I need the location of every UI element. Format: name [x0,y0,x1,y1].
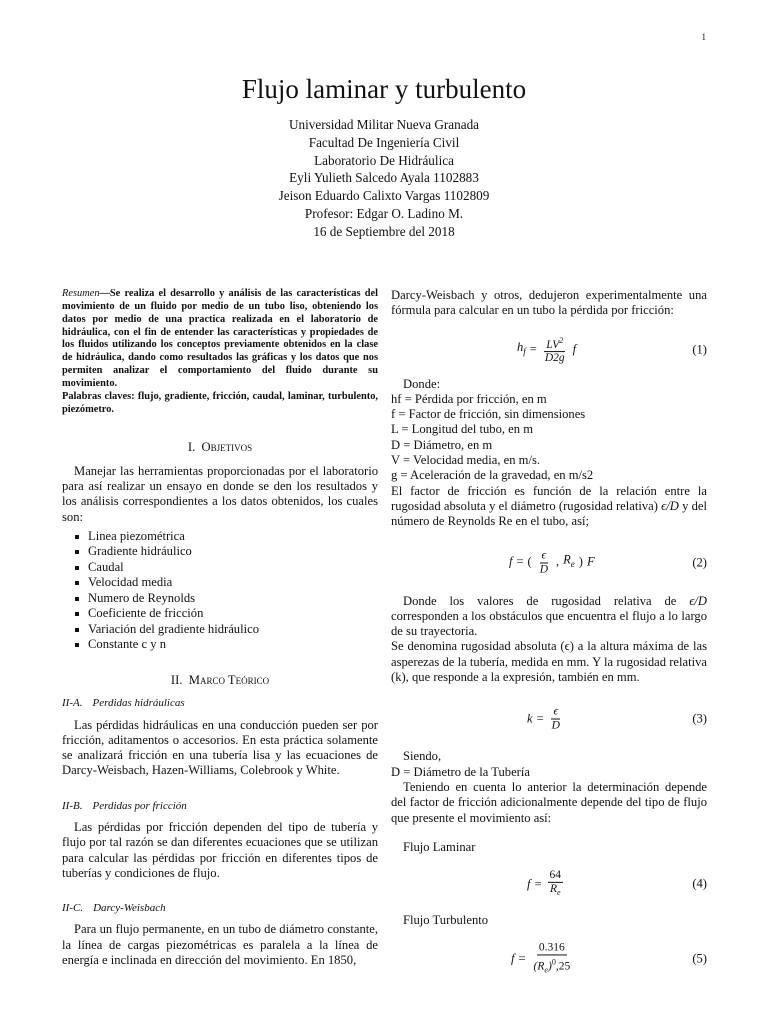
subsection-title: Perdidas hidráulicas [92,697,185,710]
definition: f = Factor de fricción, sin dimensiones [391,407,586,422]
subsection-label: II-A. [62,697,83,710]
paragraph: Donde los valores de rugosidad relativa de ϵ/D corresponden a los obstáculos que encuentra el flujo a lo largo de su trayectoria. [391,593,707,639]
paragraph: Las pérdidas por fricción dependen del tipo de tubería y flujo por tal razón se dan diferentes ecuaciones que se utilizan para calcular las pérdidas por fricción en diferentes tipos de tuberías y condiciones de flujo. [62,820,378,880]
paragraph: Flujo Turbulento [403,913,489,928]
affiliation-line: Laboratorio De Hidráulica [314,152,454,168]
paragraph: Teniendo en cuenta lo anterior la determinación depende del factor de fricción adicionalmente depende del tipo de flujo que presente el movimiento así: [391,779,707,825]
author-line: Eyli Yulieth Salcedo Ayala 1102883 [289,170,479,186]
subsection-title: Darcy-Weisbach [93,902,166,915]
section-title: Objetivos [201,440,253,455]
definition: V = Velocidad media, en m/s. [391,453,540,468]
professor-line: Profesor: Edgar O. Ladino M. [304,205,464,221]
list-item: Constante c y n [88,637,378,653]
subsection-label: II-C. [62,902,84,915]
definition: L = Longitud del tubo, en m [391,422,533,437]
equation-2 [391,532,707,594]
paragraph: Donde: [403,376,441,391]
right-column [391,288,707,990]
date-line: 16 de Septiembre del 2018 [313,223,455,239]
equation-4 [391,855,707,913]
equation-body: $h_f$ = $\frac{LV^2}{D2g}$ f [517,335,577,365]
list-item: Variación del gradiente hidráulico [88,622,378,638]
abstract-text: —Se realiza el desarrollo y análisis de las características del movimiento de un fluido por medio de un tubo liso, obteniendo los datos por medio de una practica realizada en el laboratorio de hidráulica, con el fin de entender las características y propiedades de los fluidos utilizando los conceptos previamente obtenidos en la clase de hidráulica, dando como resultados las gráficas y los datos que nos permiten analizar el comportamiento del fluido durante su movimiento. [62,288,378,389]
equation-1 [391,323,707,377]
subsection-title: Perdidas por fricción [92,799,187,812]
list-item: Gradiente hidráulico [88,544,378,560]
affiliation-line: Facultad De Ingeniería Civil [308,134,460,150]
keywords: Palabras claves: flujo, gradiente, fricción, caudal, laminar, turbulento, piezómetro. [62,390,378,415]
subsection-heading [62,799,378,814]
equation-number: (4) [692,876,707,891]
subsection-heading [62,696,378,711]
section-number: I. [187,440,196,455]
definition: hf = Pérdida por fricción, en m [391,391,547,406]
section-title: Marco Teórico [188,672,270,687]
left-column [62,288,378,968]
paragraph: Las pérdidas hidráulicas en una conducción pueden ser por fricción, aditamentos o accesorios. En esta práctica solamente se analizará fricción en una tubería lisa y las ecuaciones de Darcy-Weisbach, Hazen-Williams, Colebrook y White. [62,717,378,778]
subsection-heading [62,901,378,916]
affiliation-block [0,116,768,241]
subsection-label: II-B. [62,799,83,812]
abstract-label: Resumen [62,288,100,299]
equation-body: f = $\frac{64}{R_e}$ [527,868,562,898]
paragraph: El factor de fricción es función de la relación entre la rugosidad absoluta y el diámetro (rugosidad relativa) ϵ/D y del número de Reynolds Re en el tubo, así; [391,483,707,529]
equation-number: (2) [692,554,707,569]
paragraph: Darcy-Weisbach y otros, dedujeron experimentalmente una fórmula para calcular en un tubo la pérdida por fricción: [391,288,707,318]
list-item: Caudal [88,560,378,576]
paragraph: Flujo Laminar [403,839,476,854]
objetivos-intro: Manejar las herramientas proporcionadas por el laboratorio para así realizar un ensayo en donde se den los resultados y los análisis correspondientes a los datos obtenidos, los cuales son: [62,463,378,524]
equation-number: (5) [692,951,707,966]
paragraph: Siendo, [403,749,442,764]
equation-body: k = $\frac{\epsilon}{D}$ [527,705,560,732]
list-item: Velocidad media [88,575,378,591]
paper-title: Flujo laminar y turbulento [241,74,527,104]
equation-body: f = $\frac{0.316}{(R_e)^0,25}$ [511,941,571,975]
list-item: Coeficiente de fricción [88,606,378,622]
list-item: Numero de Reynolds [88,591,378,607]
equation-3 [391,689,707,749]
paragraph: Para un flujo permanente, en un tubo de diámetro constante, la línea de cargas piezométricas es paralela a la línea de energía e inclinada en dirección del movimiento. En 1850, [62,922,378,968]
equation-number: (1) [692,341,707,356]
equation-number: (3) [692,711,707,726]
equation-body: f = ( $\frac{\epsilon}{D}$ , $R_e$ ) F [509,549,595,576]
definition: g = Aceleración de la gravedad, en m/s2 [391,468,594,483]
section-heading-objetivos [62,440,378,455]
author-line: Jeison Eduardo Calixto Vargas 1102809 [278,188,490,204]
section-heading-marco [62,673,378,688]
page-number: 1 [701,32,706,42]
definition: D = Diámetro de la Tubería [391,764,530,779]
abstract [62,288,378,416]
definition: D = Diámetro, en m [391,437,493,452]
equation-5 [391,928,707,990]
list-item: Linea piezométrica [88,529,378,545]
paragraph: Se denomina rugosidad absoluta (ϵ) a la altura máxima de las asperezas de la tubería, medida en mm. Y la rugosidad relativa (k), que responde a la expresión, también en mm. [391,639,707,685]
section-number: II. [170,672,183,687]
objetivos-list [62,529,378,653]
affiliation-line: Universidad Militar Nueva Granada [288,117,480,132]
